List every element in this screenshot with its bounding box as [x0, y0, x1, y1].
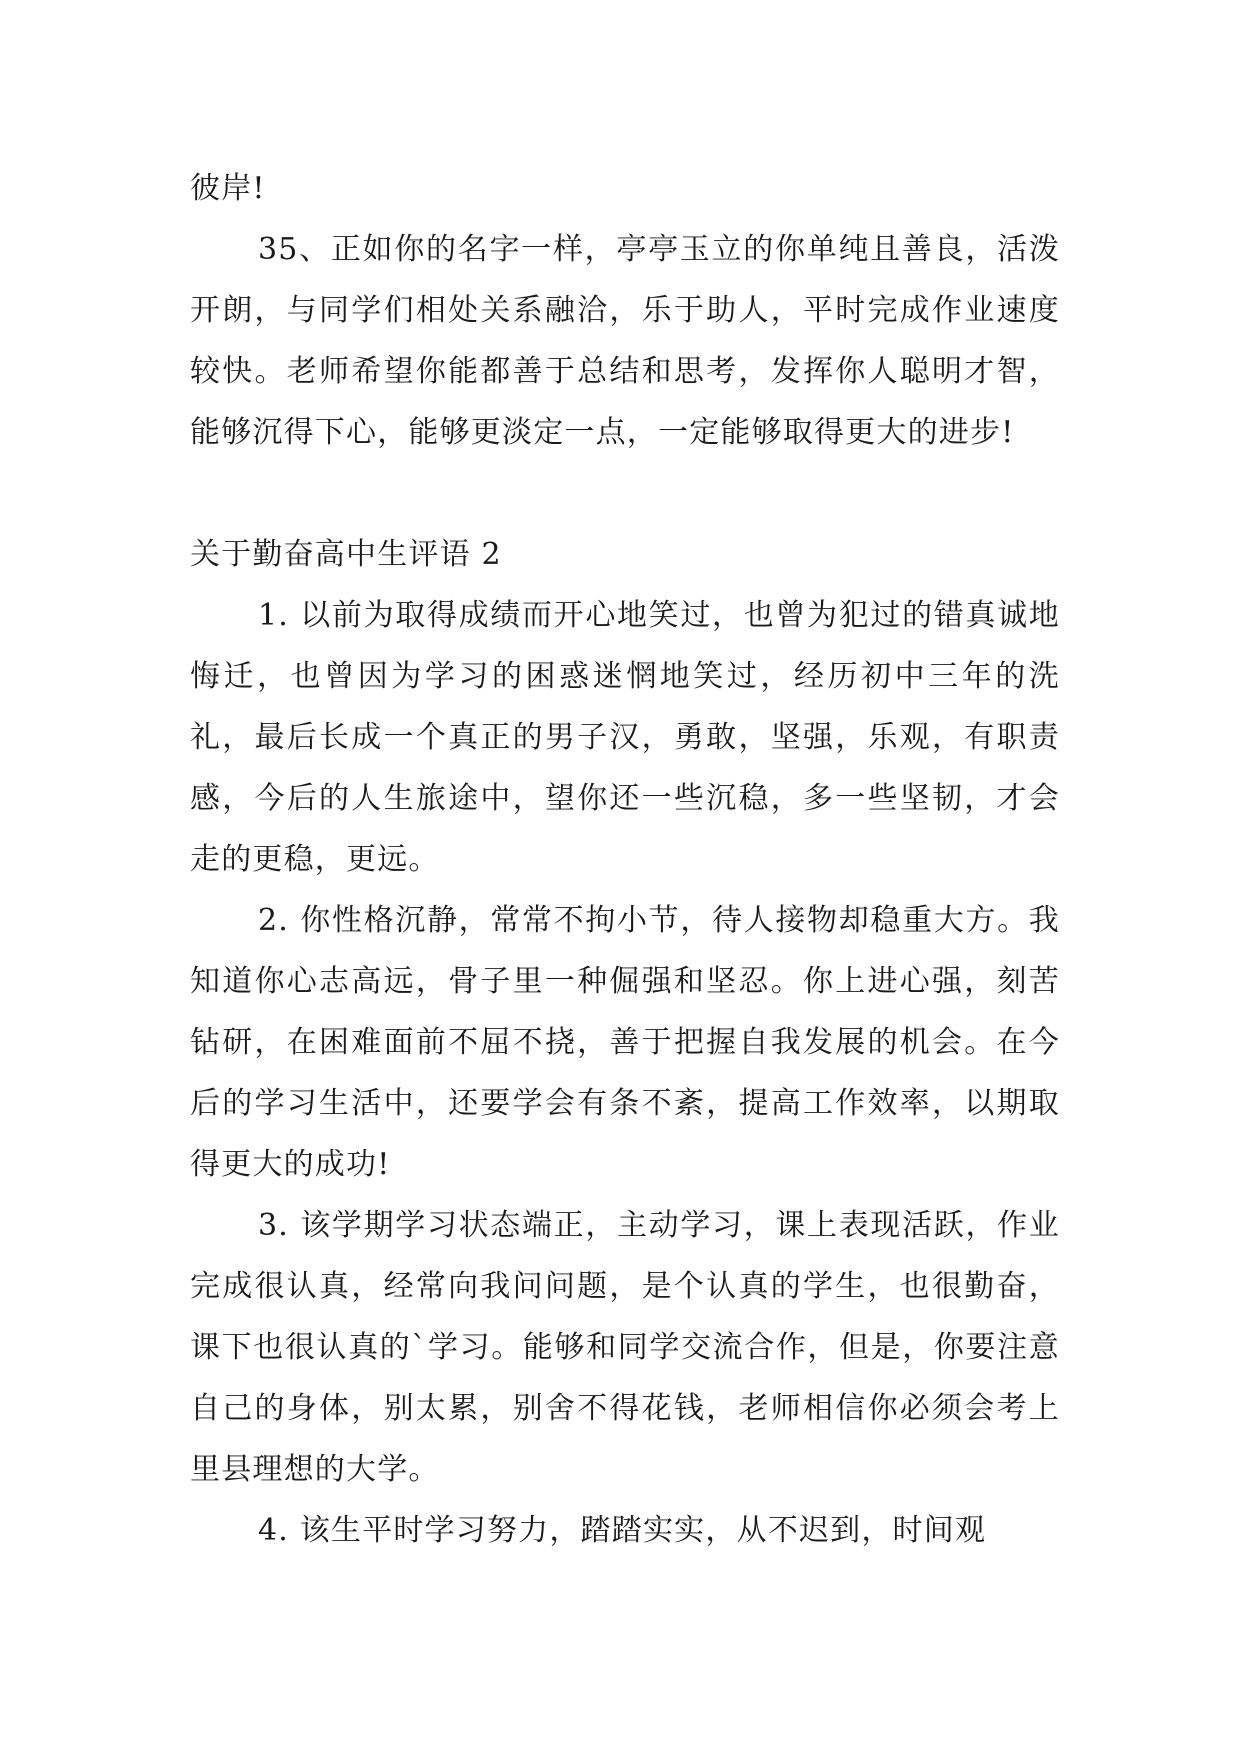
comment-item-3: 3. 该学期学习状态端正，主动学习，课上表现活跃，作业完成很认真，经常向我问问题，是个认真的学生，也很勤奋，课下也很认真的`学习。能够和同学交流合作，但是，你要注意自己的身体，别太累，别舍不得花钱，老师相信你必须会考上里县理想的大学。 — [190, 1208, 1060, 1487]
comment-item-1: 1. 以前为取得成绩而开心地笑过，也曾为犯过的错真诚地悔迁，也曾因为学习的困惑迷惘地笑过，经历初中三年的洗礼，最后长成一个真正的男子汉，勇敢，坚强，乐观，有职责感，今后的人生旅途中，望你还一些沉稳，多一些坚韧，才会走的更稳，更远。 — [190, 598, 1060, 877]
comment-35: 35、正如你的名字一样，亭亭玉立的你单纯且善良，活泼开朗，与同学们相处关系融洽，乐于助人，平时完成作业速度较快。老师希望你能都善于总结和思考，发挥你人聪明才智，能够沉得下心，能够更淡定一点，一定能够取得更大的进步! — [190, 232, 1060, 450]
continuation-line: 彼岸! — [190, 171, 266, 206]
comment-item-4: 4. 该生平时学习努力，踏踏实实，从不迟到，时间观 — [258, 1513, 987, 1548]
comment-item-2: 2. 你性格沉静，常常不拘小节，待人接物却稳重大方。我知道你心志高远，骨子里一种倔强和坚忍。你上进心强，刻苦钻研，在困难面前不屈不挠，善于把握自我发展的机会。在今后的学习生活中，还要学会有条不紊，提高工作效率，以期取得更大的成功! — [190, 903, 1060, 1182]
document-body — [190, 158, 1060, 1561]
section-heading: 关于勤奋高中生评语 2 — [190, 537, 502, 572]
